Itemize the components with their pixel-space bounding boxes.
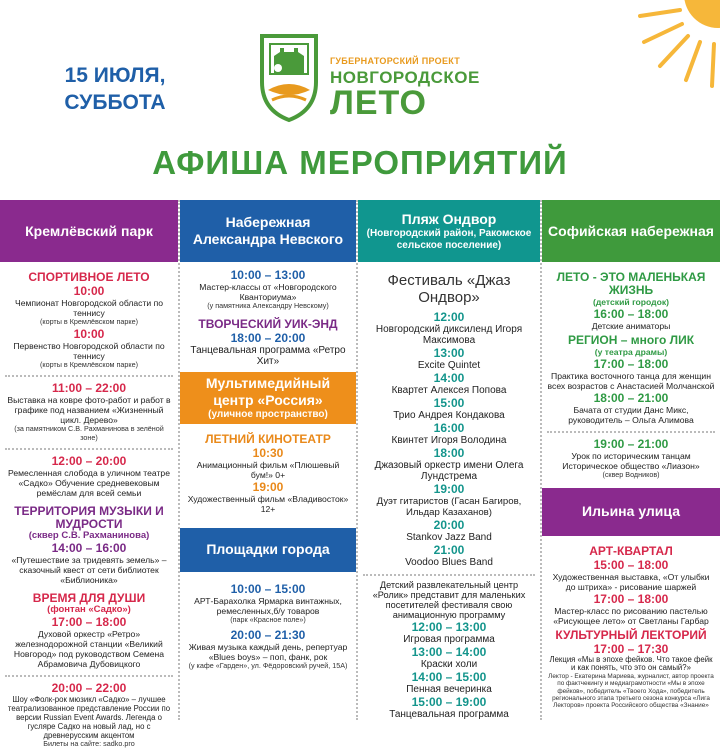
event-desc: Дуэт гитаристов (Гасан Багиров, Ильдар Казаханов) bbox=[376, 496, 522, 518]
event-time: 21:00 bbox=[433, 543, 465, 557]
event-place: (за памятником С.В. Рахманинова в зелёной зоне) bbox=[14, 424, 164, 442]
event-time: 17:00 – 17:30 bbox=[593, 641, 669, 656]
weekday-line: СУББОТА bbox=[64, 91, 166, 114]
date-line: 15 ИЮЛЯ, bbox=[64, 64, 166, 87]
event-time: 15:00 – 19:00 bbox=[411, 695, 487, 709]
project-label: ГУБЕРНАТОРСКИЙ ПРОЕКТ bbox=[330, 56, 461, 66]
event-desc: Художественный фильм «Владивосток» 12+ bbox=[187, 493, 349, 514]
event-desc: Мастер-классы от «Новгородского Кванториума» bbox=[199, 282, 337, 302]
venue-subtitle: (Новгородский район, Ракомское сельское поселение) bbox=[366, 227, 532, 251]
event-place: (у памятника Александру Невскому) bbox=[207, 301, 329, 310]
event-desc: Выставка на ковре фото-работ и работ в графике под названием «Жизненный цикл. Дерево» bbox=[7, 395, 171, 425]
event-desc: Игровая программа bbox=[403, 634, 495, 645]
event-desc: Квинтет Игоря Володина bbox=[391, 435, 507, 446]
venue-header-city: Площадки города bbox=[180, 528, 356, 572]
event-time: 10:00 bbox=[73, 284, 105, 298]
brand-name: НОВГОРОДСКОЕ bbox=[330, 68, 480, 87]
event-desc: Чемпионат Новгородской области по теннису bbox=[14, 298, 164, 318]
event-time: 18:00 bbox=[433, 446, 465, 460]
event-time: 13:00 – 14:00 bbox=[411, 645, 487, 659]
section-title: ТЕРРИТОРИЯ МУЗЫКИ И МУДРОСТИ bbox=[14, 504, 164, 531]
event-time: 10:00 – 15:00 bbox=[230, 581, 306, 596]
event-desc: Ремесленная слобода в уличном театре «Садко» Обучение средневековым ремёслам для всей семьи bbox=[8, 468, 170, 498]
section-title: ТВОРЧЕСКИЙ УИК-ЭНД bbox=[198, 316, 338, 331]
event-time: 13:00 bbox=[433, 346, 465, 360]
event-desc: Джазовый оркестр имени Олега Лундстрема bbox=[374, 460, 524, 482]
event-desc: Квартет Алексея Попова bbox=[391, 385, 507, 396]
venue-header bbox=[358, 200, 540, 262]
venue-header-ilyina: Ильина улица bbox=[542, 488, 720, 536]
event-time: 16:00 bbox=[433, 421, 465, 435]
event-desc: Шоу «Фолк-рок мюзикл «Садко» – лучшее театрализованное представление России по версии Russian Event Awards. Легенда о гусляре Садко на новый лад, но с древнерусским акцентом bbox=[7, 695, 171, 740]
event-time: 10:30 bbox=[252, 445, 284, 460]
event-desc: Художественная выставка, «От улыбки до штриха» - рисование шаржей bbox=[552, 571, 710, 592]
event-date bbox=[30, 62, 200, 116]
event-time: 18:00 – 20:00 bbox=[230, 330, 306, 345]
page-title: АФИША МЕРОПРИЯТИЙ bbox=[152, 144, 568, 181]
event-time: 19:00 bbox=[433, 482, 465, 496]
event-desc: АРТ-Барахолка Ярмарка винтажных, ремесленных,б/у товаров bbox=[194, 595, 342, 616]
event-time: 17:00 – 18:00 bbox=[593, 357, 669, 371]
event-time: 15:00 bbox=[433, 396, 465, 410]
kids-intro: Детский развлекательный центр «Ролик» представит для маленьких посетителей фестиваля свою анимационную программу bbox=[372, 580, 526, 620]
event-time: 16:00 – 18:00 bbox=[593, 307, 669, 321]
event-time: 11:00 – 22:00 bbox=[51, 381, 127, 395]
ticket-note: Билеты на сайте: sadko.pro bbox=[43, 739, 135, 748]
event-time: 20:00 – 21:30 bbox=[230, 628, 306, 642]
venue-header: Кремлёвский парк bbox=[0, 200, 178, 262]
event-desc: Живая музыка каждый день, репертуар «Blues boys» – поп, фанк, рок bbox=[188, 642, 348, 662]
lecturer-note: Лектор - Екатерина Мариева, журналист, автор проекта по фактчекингу и медиаграмотности «Мы в эпохе фейков», победитель «Твоего Хода», победитель регионального этапа третьего сезона конкурса «Лига Лекторов» проекта Российского общества «Знание» bbox=[548, 672, 714, 710]
venue-subtitle: (уличное пространство) bbox=[208, 408, 328, 420]
event-time: 12:00 – 20:00 bbox=[51, 454, 127, 468]
event-desc: Анимационный фильм «Плюшевый бум!» 0+ bbox=[196, 459, 340, 480]
event-time: 17:00 – 18:00 bbox=[51, 615, 127, 629]
column-ondvor-beach bbox=[358, 200, 542, 720]
event-time: 19:00 – 21:00 bbox=[593, 437, 669, 451]
column-kremlin-park bbox=[0, 200, 178, 748]
event-place: (сквер Водников) bbox=[602, 470, 660, 479]
section-title: АРТ-КВАРТАЛ bbox=[589, 543, 673, 558]
section-subtitle: (фонтан «Садко») bbox=[47, 604, 131, 615]
event-desc: Танцевальная программа bbox=[389, 709, 509, 720]
venue-title: Пляж Ондвор bbox=[401, 210, 497, 227]
event-desc: «Путешествие за тридевять земель» – сказочный квест от сети библиотек «Библионика» bbox=[11, 555, 167, 585]
column-nevsky-embankment bbox=[178, 200, 358, 720]
festival-title: Фестиваль «Джаз Ондвор» bbox=[387, 272, 511, 306]
event-desc: Практика восточного танца для женщин всех возрастов с Анастасией Молчанской bbox=[547, 371, 715, 391]
brand-name-summer: ЛЕТО bbox=[330, 84, 427, 122]
event-desc: Stankov Jazz Band bbox=[406, 532, 492, 543]
section-subtitle: (сквер С.В. Рахманинова) bbox=[28, 530, 150, 541]
event-desc: Трио Андрея Кондакова bbox=[393, 410, 505, 421]
event-time: 20:00 bbox=[433, 518, 465, 532]
section-title: ВРЕМЯ ДЛЯ ДУШИ bbox=[32, 591, 146, 605]
event-desc: Лекция «Мы в эпохе фейков. Что такое фейк и как понять, что это он самый?» bbox=[549, 654, 713, 673]
venue-header: Набережная Александра Невского bbox=[180, 200, 356, 262]
section-title: ЛЕТНИЙ КИНОТЕАТР bbox=[205, 431, 331, 446]
section-title: ЛЕТО - ЭТО МАЛЕНЬКАЯ ЖИЗНЬ bbox=[556, 270, 706, 297]
column-sofia-embankment bbox=[542, 200, 720, 720]
event-desc: Excite Quintet bbox=[417, 360, 481, 371]
event-place: (корты в Кремлёвском парке) bbox=[39, 359, 139, 369]
event-place: (корты в Кремлёвском парке) bbox=[39, 317, 139, 326]
event-time: 20:00 – 22:00 bbox=[51, 681, 127, 695]
event-time: 10:00 bbox=[73, 326, 105, 341]
section-title: РЕГИОН – много ЛИК bbox=[567, 333, 695, 347]
event-desc: Мастер-класс по рисованию пастелью «Рисующее лето» от Светланы Гарбар bbox=[553, 605, 709, 626]
event-place: (у кафе «Гарден», ул. Фёдоровский ручей, 15А) bbox=[188, 661, 348, 670]
section-subtitle: (детский городок) bbox=[592, 297, 670, 307]
event-time: 14:00 bbox=[433, 371, 465, 385]
event-desc: Духовой оркестр «Ретро» железнодорожной станции «Великий Новгород» под руководством Семена Абрамовича Дубовицкого bbox=[13, 629, 165, 669]
event-desc: Танцевальная программа «Ретро Хит» bbox=[190, 344, 346, 367]
event-time: 18:00 – 21:00 bbox=[593, 391, 669, 405]
event-desc: Voodoo Blues Band bbox=[405, 557, 493, 568]
event-time: 12:00 bbox=[433, 310, 465, 324]
novgorod-summer-logo bbox=[258, 30, 320, 122]
event-time: 14:00 – 15:00 bbox=[411, 670, 487, 684]
event-time: 12:00 – 13:00 bbox=[411, 620, 487, 634]
event-desc: Бачата от студии Данс Микс, руководитель – Ольга Алимова bbox=[568, 405, 694, 425]
event-desc: Урок по историческим танцам Историческое общество «Лиазон» bbox=[562, 451, 700, 471]
event-time: 14:00 – 16:00 bbox=[51, 541, 127, 555]
event-place: (парк «Красное поле») bbox=[230, 614, 306, 624]
section-title: КУЛЬТУРНЫЙ ЛЕКТОРИЙ bbox=[555, 627, 707, 642]
event-time: 19:00 bbox=[252, 479, 284, 494]
venue-title: Мультимедийный центр «Россия» bbox=[205, 374, 331, 408]
event-desc: Пенная вечеринка bbox=[406, 684, 492, 695]
event-desc: Новгородский диксиленд Игоря Максимова bbox=[375, 324, 523, 346]
event-time: 15:00 – 18:00 bbox=[593, 557, 669, 572]
event-time: 10:00 – 13:00 bbox=[230, 268, 306, 282]
venue-header: Софийская набережная bbox=[542, 200, 720, 262]
event-time: 17:00 – 18:00 bbox=[593, 591, 669, 606]
section-subtitle: (у театра драмы) bbox=[594, 347, 668, 357]
sun-icon bbox=[600, 0, 720, 90]
event-desc: Краски холи bbox=[420, 659, 478, 670]
section-title: СПОРТИВНОЕ ЛЕТО bbox=[28, 270, 150, 284]
event-desc: Детские аниматоры bbox=[591, 321, 671, 331]
event-desc: Первенство Новгородской области по теннису bbox=[13, 340, 165, 361]
venue-header-russia bbox=[180, 372, 356, 424]
